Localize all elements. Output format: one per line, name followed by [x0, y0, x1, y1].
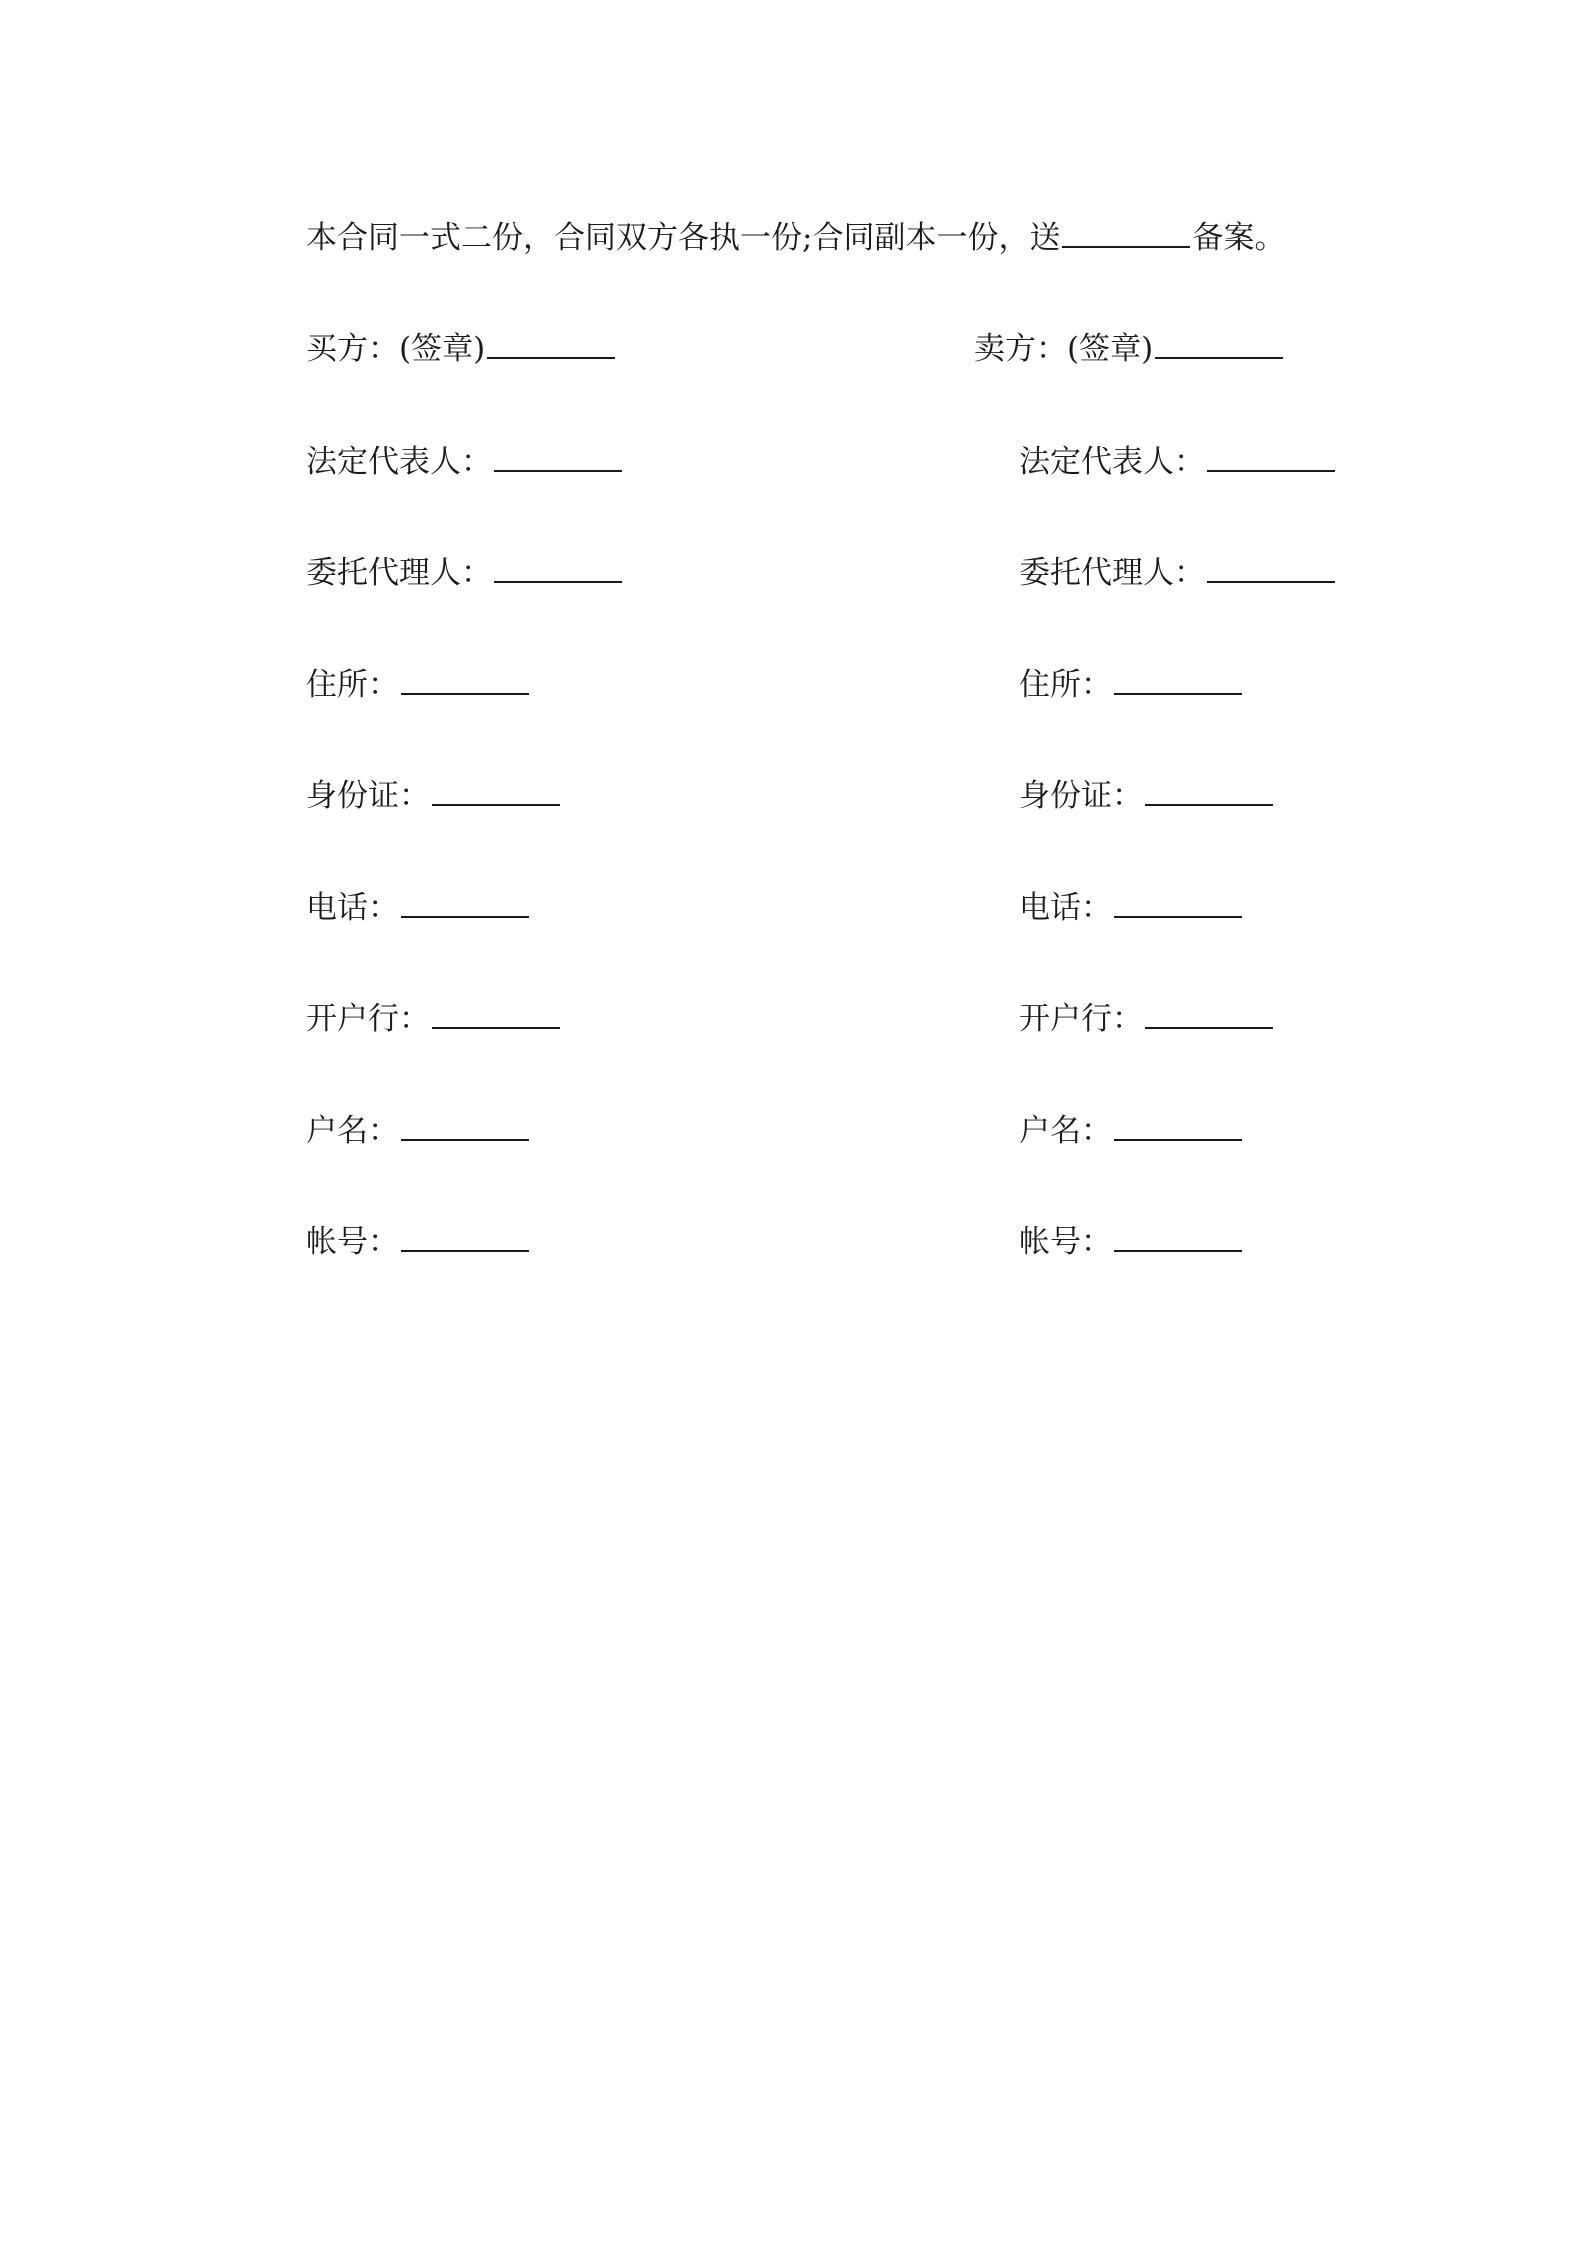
buyer-signature-label: 买方：(签章): [306, 331, 486, 367]
buyer-account-name-label: 户名：: [306, 1113, 399, 1149]
buyer-account-number-line: [306, 1220, 531, 1262]
buyer-address-line: [306, 663, 531, 705]
buyer-bank-blank[interactable]: [432, 997, 560, 1029]
seller-account-name-blank[interactable]: [1114, 1109, 1242, 1141]
buyer-agent-label: 委托代理人：: [306, 555, 492, 591]
buyer-id-label: 身份证：: [306, 778, 430, 814]
intro-prefix: 本合同一式二份，合同双方各执一份;合同副本一份，送: [306, 220, 1061, 256]
intro-suffix: 备案。: [1192, 220, 1286, 256]
buyer-legal-rep-label: 法定代表人：: [306, 444, 492, 480]
seller-phone-label: 电话：: [1019, 890, 1112, 926]
intro-paragraph: [306, 216, 1285, 258]
seller-id-label: 身份证：: [1019, 778, 1143, 814]
buyer-address-label: 住所：: [306, 667, 399, 703]
seller-bank-line: [1019, 997, 1275, 1039]
buyer-legal-rep-line: [306, 440, 624, 482]
buyer-agent-line: [306, 551, 624, 593]
seller-agent-label: 委托代理人：: [1019, 555, 1205, 591]
filing-agency-blank[interactable]: [1062, 216, 1190, 248]
buyer-signature-line: [306, 327, 617, 369]
buyer-id-line: [306, 774, 562, 816]
buyer-bank-line: [306, 997, 562, 1039]
buyer-account-name-line: [306, 1109, 531, 1151]
seller-agent-blank[interactable]: [1207, 551, 1335, 583]
buyer-account-name-blank[interactable]: [401, 1109, 529, 1141]
buyer-address-blank[interactable]: [401, 663, 529, 695]
buyer-phone-label: 电话：: [306, 890, 399, 926]
seller-legal-rep-label: 法定代表人：: [1019, 444, 1205, 480]
seller-bank-label: 开户行：: [1019, 1001, 1143, 1037]
buyer-legal-rep-blank[interactable]: [494, 440, 622, 472]
seller-account-name-label: 户名：: [1019, 1113, 1112, 1149]
seller-id-line: [1019, 774, 1275, 816]
buyer-bank-label: 开户行：: [306, 1001, 430, 1037]
buyer-id-blank[interactable]: [432, 774, 560, 806]
buyer-agent-blank[interactable]: [494, 551, 622, 583]
seller-account-number-label: 帐号：: [1019, 1224, 1112, 1260]
seller-address-blank[interactable]: [1114, 663, 1242, 695]
seller-account-name-line: [1019, 1109, 1244, 1151]
seller-legal-rep-line: [1019, 440, 1337, 482]
seller-phone-line: [1019, 886, 1244, 928]
buyer-phone-blank[interactable]: [401, 886, 529, 918]
buyer-account-number-label: 帐号：: [306, 1224, 399, 1260]
seller-legal-rep-blank[interactable]: [1207, 440, 1335, 472]
seller-signature-line: [974, 327, 1285, 369]
seller-bank-blank[interactable]: [1145, 997, 1273, 1029]
seller-phone-blank[interactable]: [1114, 886, 1242, 918]
seller-agent-line: [1019, 551, 1337, 593]
seller-address-label: 住所：: [1019, 667, 1112, 703]
seller-account-number-line: [1019, 1220, 1244, 1262]
seller-account-number-blank[interactable]: [1114, 1220, 1242, 1252]
seller-address-line: [1019, 663, 1244, 705]
buyer-account-number-blank[interactable]: [401, 1220, 529, 1252]
seller-signature-blank[interactable]: [1155, 327, 1283, 359]
buyer-phone-line: [306, 886, 531, 928]
buyer-signature-blank[interactable]: [487, 327, 615, 359]
seller-id-blank[interactable]: [1145, 774, 1273, 806]
seller-signature-label: 卖方：(签章): [974, 331, 1154, 367]
